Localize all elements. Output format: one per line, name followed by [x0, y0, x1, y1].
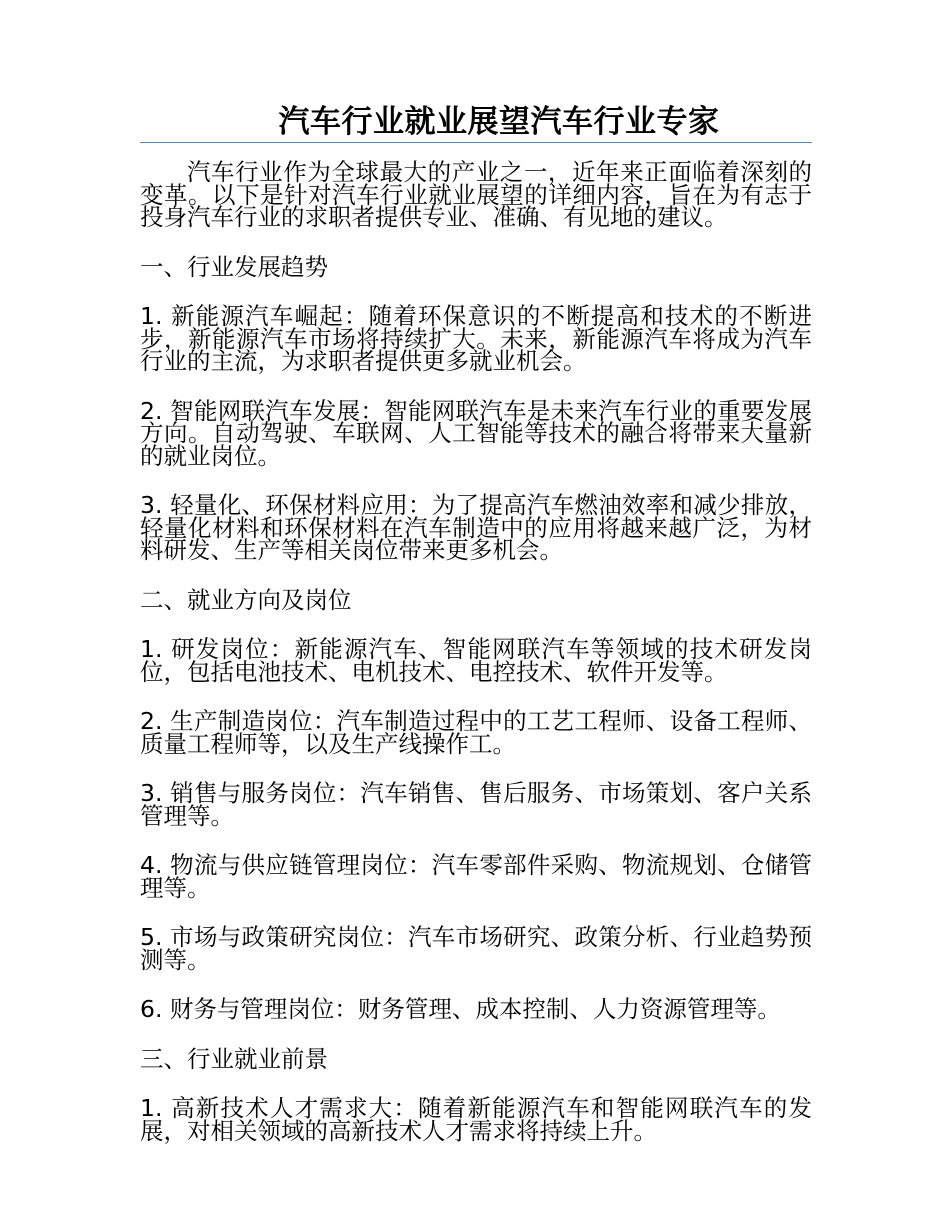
list-item: 2. 智能网联汽车发展：智能网联汽车是未来汽车行业的重要发展方向。自动驾驶、车联网、人工智能等技术的融合将带来大量新的就业岗位。 — [140, 396, 812, 470]
list-item: 5. 市场与政策研究岗位：汽车市场研究、政策分析、行业趋势预测等。 — [140, 923, 812, 974]
section-heading-directions: 二、就业方向及岗位 — [140, 585, 352, 614]
list-item: 2. 生产制造岗位：汽车制造过程中的工艺工程师、设备工程师、质量工程师等，以及生产线操作工。 — [140, 707, 812, 758]
document-page — [140, 102, 812, 1145]
list-item: 4. 物流与供应链管理岗位：汽车零部件采购、物流规划、仓储管理等。 — [140, 851, 812, 902]
list-item: 1. 新能源汽车崛起：随着环保意识的不断提高和技术的不断进步，新能源汽车市场将持续扩大。未来，新能源汽车将成为汽车行业的主流，为求职者提供更多就业机会。 — [140, 302, 812, 375]
document-title: 汽车行业就业展望汽车行业专家 — [140, 102, 812, 143]
section-heading-prospects: 三、行业就业前景 — [140, 1044, 328, 1073]
list-item: 3. 销售与服务岗位：汽车销售、售后服务、市场策划、客户关系管理等。 — [140, 779, 812, 830]
list-item: 1. 高新技术人才需求大：随着新能源汽车和智能网联汽车的发展，对相关领域的高新技术人才需求将持续上升。 — [140, 1094, 812, 1145]
list-item: 1. 研发岗位：新能源汽车、智能网联汽车等领域的技术研发岗位，包括电池技术、电机技术、电控技术、软件开发等。 — [140, 635, 812, 686]
intro-paragraph: 汽车行业作为全球最大的产业之一，近年来正面临着深刻的变革。以下是针对汽车行业就业展望的详细内容，旨在为有志于投身汽车行业的求职者提供专业、准确、有见地的建议。 — [140, 158, 812, 231]
list-item: 6. 财务与管理岗位：财务管理、成本控制、人力资源管理等。 — [140, 995, 781, 1023]
section-heading-trends: 一、行业发展趋势 — [140, 252, 328, 281]
list-item: 3. 轻量化、环保材料应用：为了提高汽车燃油效率和减少排放，轻量化材料和环保材料在汽车制造中的应用将越来越广泛，为材料研发、生产等相关岗位带来更多机会。 — [140, 491, 812, 564]
